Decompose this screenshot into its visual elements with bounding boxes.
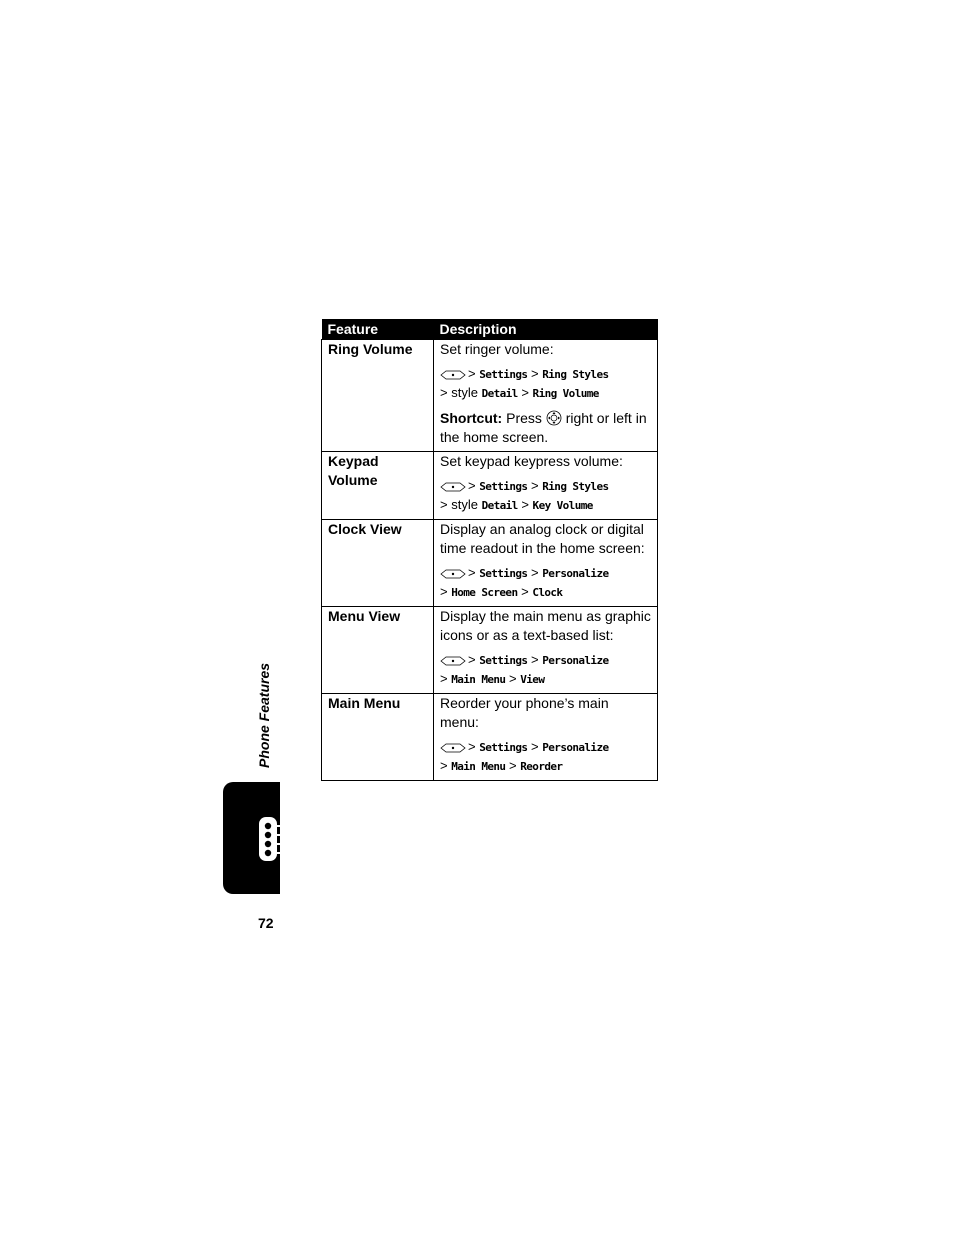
menu-path: > Settings > Personalize > Home Screen > Clock bbox=[440, 565, 609, 599]
menu-option: Ring Styles bbox=[542, 480, 609, 493]
header-feature: Feature bbox=[322, 319, 434, 340]
description-text: Set ringer volume: bbox=[440, 341, 554, 357]
menu-option: Personalize bbox=[542, 654, 609, 667]
menu-path: > Settings > Ring Styles > style Detail > Key Volume bbox=[440, 478, 609, 512]
description-text: Set keypad keypress volume: bbox=[440, 453, 623, 469]
description-text: Reorder your phone’s main menu: bbox=[440, 695, 609, 730]
page-number: 72 bbox=[258, 915, 274, 931]
navigation-key-icon bbox=[546, 410, 562, 426]
feature-name: Clock View bbox=[322, 520, 434, 607]
menu-option: Settings bbox=[479, 654, 528, 667]
menu-option: Personalize bbox=[542, 567, 609, 580]
menu-option: Key Volume bbox=[532, 499, 593, 512]
feature-description-cell bbox=[434, 520, 658, 607]
menu-path: > Settings > Personalize > Main Menu > View bbox=[440, 652, 609, 686]
table-row bbox=[322, 340, 658, 452]
table-row bbox=[322, 520, 658, 607]
section-label: Phone Features bbox=[256, 662, 272, 768]
feature-name: Ring Volume bbox=[322, 340, 434, 452]
description-text: Display an analog clock or digital time readout in the home screen: bbox=[440, 521, 645, 556]
menu-option: Ring Volume bbox=[532, 387, 599, 400]
feature-name: Main Menu bbox=[322, 694, 434, 781]
feature-name: Keypad Volume bbox=[322, 452, 434, 520]
menu-option: Settings bbox=[479, 567, 528, 580]
menu-option: Main Menu bbox=[451, 673, 506, 686]
feature-name: Menu View bbox=[322, 607, 434, 694]
menu-option: Main Menu bbox=[451, 760, 506, 773]
menu-option: Reorder bbox=[520, 760, 563, 773]
list-icon bbox=[259, 817, 301, 861]
menu-option: Clock bbox=[532, 586, 563, 599]
menu-key-icon bbox=[440, 743, 466, 753]
menu-key-icon bbox=[440, 569, 466, 579]
description-text: Display the main menu as graphic icons or as a text-based list: bbox=[440, 608, 651, 643]
table-row bbox=[322, 694, 658, 781]
feature-table bbox=[321, 319, 658, 781]
feature-description-cell bbox=[434, 694, 658, 781]
menu-option: Settings bbox=[479, 741, 528, 754]
menu-key-icon bbox=[440, 482, 466, 492]
table-row bbox=[322, 607, 658, 694]
shortcut-text: Shortcut: Press right or left in the home screen. bbox=[440, 410, 647, 445]
menu-key-icon bbox=[440, 656, 466, 666]
feature-description-cell bbox=[434, 340, 658, 452]
menu-option: Ring Styles bbox=[542, 368, 609, 381]
menu-key-icon bbox=[440, 370, 466, 380]
table-row bbox=[322, 452, 658, 520]
feature-description-cell bbox=[434, 452, 658, 520]
menu-path: > Settings > Personalize > Main Menu > Reorder bbox=[440, 739, 609, 773]
feature-description-cell bbox=[434, 607, 658, 694]
menu-option: Personalize bbox=[542, 741, 609, 754]
table-header-row bbox=[322, 319, 658, 340]
menu-path: > Settings > Ring Styles > style Detail > Ring Volume bbox=[440, 366, 609, 400]
menu-option: Home Screen bbox=[451, 586, 518, 599]
menu-option: Settings bbox=[479, 480, 528, 493]
header-description: Description bbox=[434, 319, 658, 340]
menu-option: Detail bbox=[481, 499, 518, 512]
menu-option: View bbox=[520, 673, 545, 686]
menu-option: Settings bbox=[479, 368, 528, 381]
menu-option: Detail bbox=[481, 387, 518, 400]
